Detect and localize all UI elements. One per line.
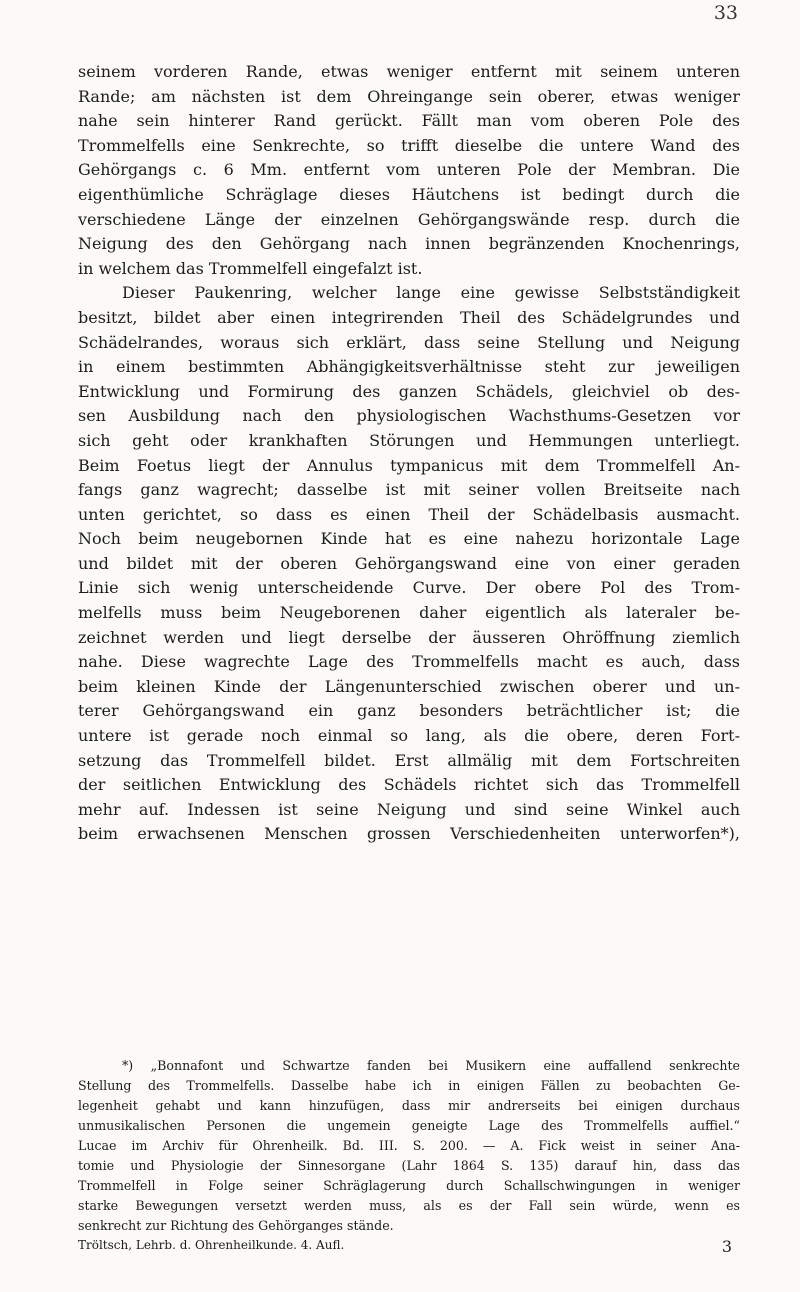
page-footer	[78, 1236, 740, 1254]
footnote-line: tomie und Physiologie der Sinnesorgane (Lahr 1864 S. 135) darauf hin, dass das	[78, 1158, 740, 1173]
signature-mark: 3	[721, 1237, 732, 1256]
footnote-line: senkrecht zur Richtung des Gehörganges stände.	[78, 1218, 394, 1233]
text-line: besitzt, bildet aber einen integrirenden Theil des Schädelgrundes und	[78, 307, 740, 327]
text-line: melfells muss beim Neugeborenen daher eigentlich als lateraler be-	[78, 603, 740, 623]
footnote-line: Lucae im Archiv für Ohrenheilk. Bd. III. S. 200. — A. Fick weist in seiner Ana-	[78, 1138, 740, 1153]
text-line: untere ist gerade noch einmal so lang, als die obere, deren Fort-	[78, 726, 740, 746]
text-line: beim erwachsenen Menschen grossen Verschiedenheiten unterworfen*),	[78, 824, 740, 844]
footnote-line: *) „Bonnafont und Schwartze fanden bei Musikern eine auffallend senkrechte	[122, 1058, 740, 1073]
text-line: setzung das Trommelfell bildet. Erst allmälig mit dem Fortschreiten	[78, 750, 740, 770]
text-line: sen Ausbildung nach den physiologischen Wachsthums-Gesetzen vor	[78, 406, 740, 426]
text-line: Entwicklung und Formirung des ganzen Schädels, gleichviel ob des-	[78, 381, 740, 401]
text-line: und bildet mit der oberen Gehörgangswand eine von einer geraden	[78, 553, 740, 573]
text-line: Trommelfells eine Senkrechte, so trifft dieselbe die untere Wand des	[78, 135, 740, 155]
text-line: beim kleinen Kinde der Längenunterschied zwischen oberer und un-	[78, 676, 740, 696]
footnote-line: Stellung des Trommelfells. Dasselbe habe ich in einigen Fällen zu beobachten Ge-	[78, 1078, 740, 1093]
text-line: nahe sein hinterer Rand gerückt. Fällt man vom oberen Pole des	[78, 111, 740, 131]
text-line: terer Gehörgangswand ein ganz besonders beträchtlicher ist; die	[78, 701, 740, 721]
footnote-line: Trommelfell in Folge seiner Schräglagerung durch Schallschwingungen in weniger	[78, 1178, 740, 1193]
text-line: der seitlichen Entwicklung des Schädels richtet sich das Trommelfell	[78, 775, 740, 795]
text-line: unten gerichtet, so dass es einen Theil der Schädelbasis ausmacht.	[78, 504, 740, 524]
page-number: 33	[713, 2, 738, 24]
footnote-line: unmusikalischen Personen die ungemein geneigte Lage des Trommelfells auffiel.“	[78, 1118, 740, 1133]
footnote-line: starke Bewegungen versetzt werden muss, als es der Fall sein würde, wenn es	[78, 1198, 740, 1213]
text-line: Linie sich wenig unterscheidende Curve. Der obere Pol des Trom-	[78, 578, 740, 598]
text-line: Schädelrandes, woraus sich erklärt, dass seine Stellung und Neigung	[78, 332, 740, 352]
footnote	[78, 1056, 740, 1236]
footer-citation: Tröltsch, Lehrb. d. Ohrenheilkunde. 4. Aufl.	[78, 1238, 345, 1252]
paragraph-start: Dieser Paukenring, welcher lange eine gewisse Selbstständigkeit	[122, 283, 740, 303]
text-line: zeichnet werden und liegt derselbe der äusseren Ohröffnung ziemlich	[78, 627, 740, 647]
text-line: Neigung des den Gehörgang nach innen begränzenden Knochenrings,	[78, 234, 740, 254]
text-line: Rande; am nächsten ist dem Ohreingange sein oberer, etwas weniger	[78, 86, 740, 106]
text-line: seinem vorderen Rande, etwas weniger entfernt mit seinem unteren	[78, 62, 740, 81]
text-line: nahe. Diese wagrechte Lage des Trommelfells macht es auch, dass	[78, 652, 740, 672]
text-line: Beim Foetus liegt der Annulus tympanicus mit dem Trommelfell An-	[78, 455, 740, 475]
text-line: Noch beim neugebornen Kinde hat es eine nahezu horizontale Lage	[78, 529, 740, 549]
text-line: verschiedene Länge der einzelnen Gehörgangswände resp. durch die	[78, 209, 740, 229]
text-line: mehr auf. Indessen ist seine Neigung und sind seine Winkel auch	[78, 799, 740, 819]
text-line: fangs ganz wagrecht; dasselbe ist mit seiner vollen Breitseite nach	[78, 480, 740, 500]
text-line: eigenthümliche Schräglage dieses Häutchens ist bedingt durch die	[78, 184, 740, 204]
text-line: Gehörgangs c. 6 Mm. entfernt vom unteren Pole der Membran. Die	[78, 160, 740, 180]
text-line: sich geht oder krankhaften Störungen und Hemmungen unterliegt.	[78, 430, 740, 450]
main-text	[78, 60, 740, 847]
text-line: in welchem das Trommelfell eingefalzt ist.	[78, 258, 423, 278]
text-line: in einem bestimmten Abhängigkeitsverhältnisse steht zur jeweiligen	[78, 357, 740, 377]
footnote-line: legenheit gehabt und kann hinzufügen, dass mir andrerseits bei einigen durchaus	[78, 1098, 740, 1113]
